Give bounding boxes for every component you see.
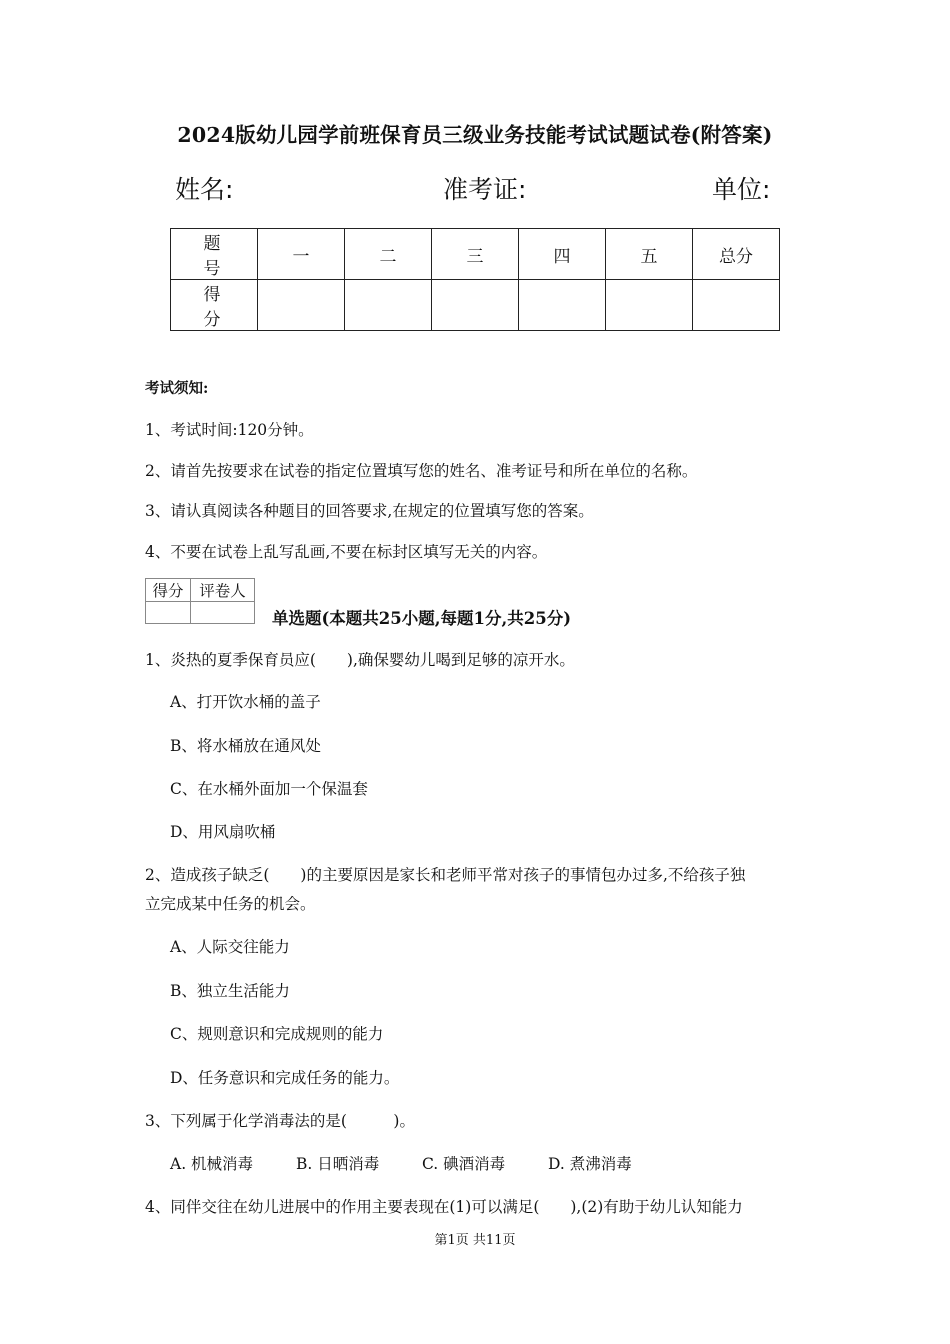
question-stem: 3、下列属于化学消毒法的是( )。: [145, 1112, 415, 1130]
score-entry-cell[interactable]: [693, 280, 780, 331]
score-entry-cell[interactable]: [606, 280, 693, 331]
question-option: A、打开饮水桶的盖子: [170, 693, 321, 711]
question-option: D、用风扇吹桶: [170, 823, 276, 841]
question-option: B、将水桶放在通风处: [170, 737, 321, 755]
score-table-cell: 一: [258, 229, 345, 280]
question-option: B、独立生活能力: [170, 982, 290, 1000]
question-stem: 4、同伴交往在幼儿进展中的作用主要表现在(1)可以满足( ),(2)有助于幼儿认知能力: [145, 1198, 743, 1216]
notice-item: 3、请认真阅读各种题目的回答要求,在规定的位置填写您的答案。: [145, 502, 594, 520]
grader-name-label: 评卷人: [191, 579, 255, 602]
question-stem-continued: 立完成某中任务的机会。: [145, 895, 316, 913]
question-option: C. 碘酒消毒: [422, 1155, 506, 1173]
notice-item: 4、不要在试卷上乱写乱画,不要在标封区填写无关的内容。: [145, 543, 548, 561]
score-table-cell: 四: [519, 229, 606, 280]
name-field-label: 姓名:: [175, 175, 234, 204]
section-title: 单选题(本题共25小题,每题1分,共25分): [272, 609, 572, 628]
question-option: A. 机械消毒: [170, 1155, 254, 1173]
score-table-cell: 题 号: [171, 229, 258, 280]
notice-item: 1、考试时间:120分钟。: [145, 421, 314, 439]
question-option: B. 日晒消毒: [296, 1155, 380, 1173]
question-stem: 2、造成孩子缺乏( )的主要原因是家长和老师平常对孩子的事情包办过多,不给孩子独: [145, 866, 746, 884]
page-footer: 第1页 共11页: [434, 1233, 516, 1248]
score-table-score-row: [171, 280, 780, 331]
notice-item: 2、请首先按要求在试卷的指定位置填写您的姓名、准考证号和所在单位的名称。: [145, 462, 698, 480]
score-entry-cell[interactable]: [345, 280, 432, 331]
exam-id-field-label: 准考证:: [443, 175, 527, 204]
question-option: A、人际交往能力: [170, 938, 290, 956]
question-option: C、规则意识和完成规则的能力: [170, 1025, 384, 1043]
grader-name-cell[interactable]: [191, 602, 255, 624]
score-table: [170, 228, 780, 331]
grader-box: [145, 578, 255, 624]
unit-field-label: 单位:: [712, 175, 771, 204]
document-title: 2024版幼儿园学前班保育员三级业务技能考试试题试卷(附答案): [177, 123, 773, 147]
score-table-cell: 三: [432, 229, 519, 280]
question-option: D. 煮沸消毒: [548, 1155, 632, 1173]
question-option: D、任务意识和完成任务的能力。: [170, 1069, 400, 1087]
question-stem: 1、炎热的夏季保育员应( ),确保婴幼儿喝到足够的凉开水。: [145, 651, 575, 669]
question-option: C、在水桶外面加一个保温套: [170, 780, 368, 798]
grader-score-label: 得分: [146, 579, 191, 602]
score-table-cell: 得 分: [171, 280, 258, 331]
notice-heading: 考试须知:: [145, 380, 209, 397]
score-entry-cell[interactable]: [432, 280, 519, 331]
score-table-cell: 总分: [693, 229, 780, 280]
grader-score-cell[interactable]: [146, 602, 191, 624]
score-entry-cell[interactable]: [519, 280, 606, 331]
score-table-header-row: [171, 229, 780, 280]
score-table-cell: 五: [606, 229, 693, 280]
question-options-row: [170, 1152, 632, 1174]
score-table-cell: 二: [345, 229, 432, 280]
